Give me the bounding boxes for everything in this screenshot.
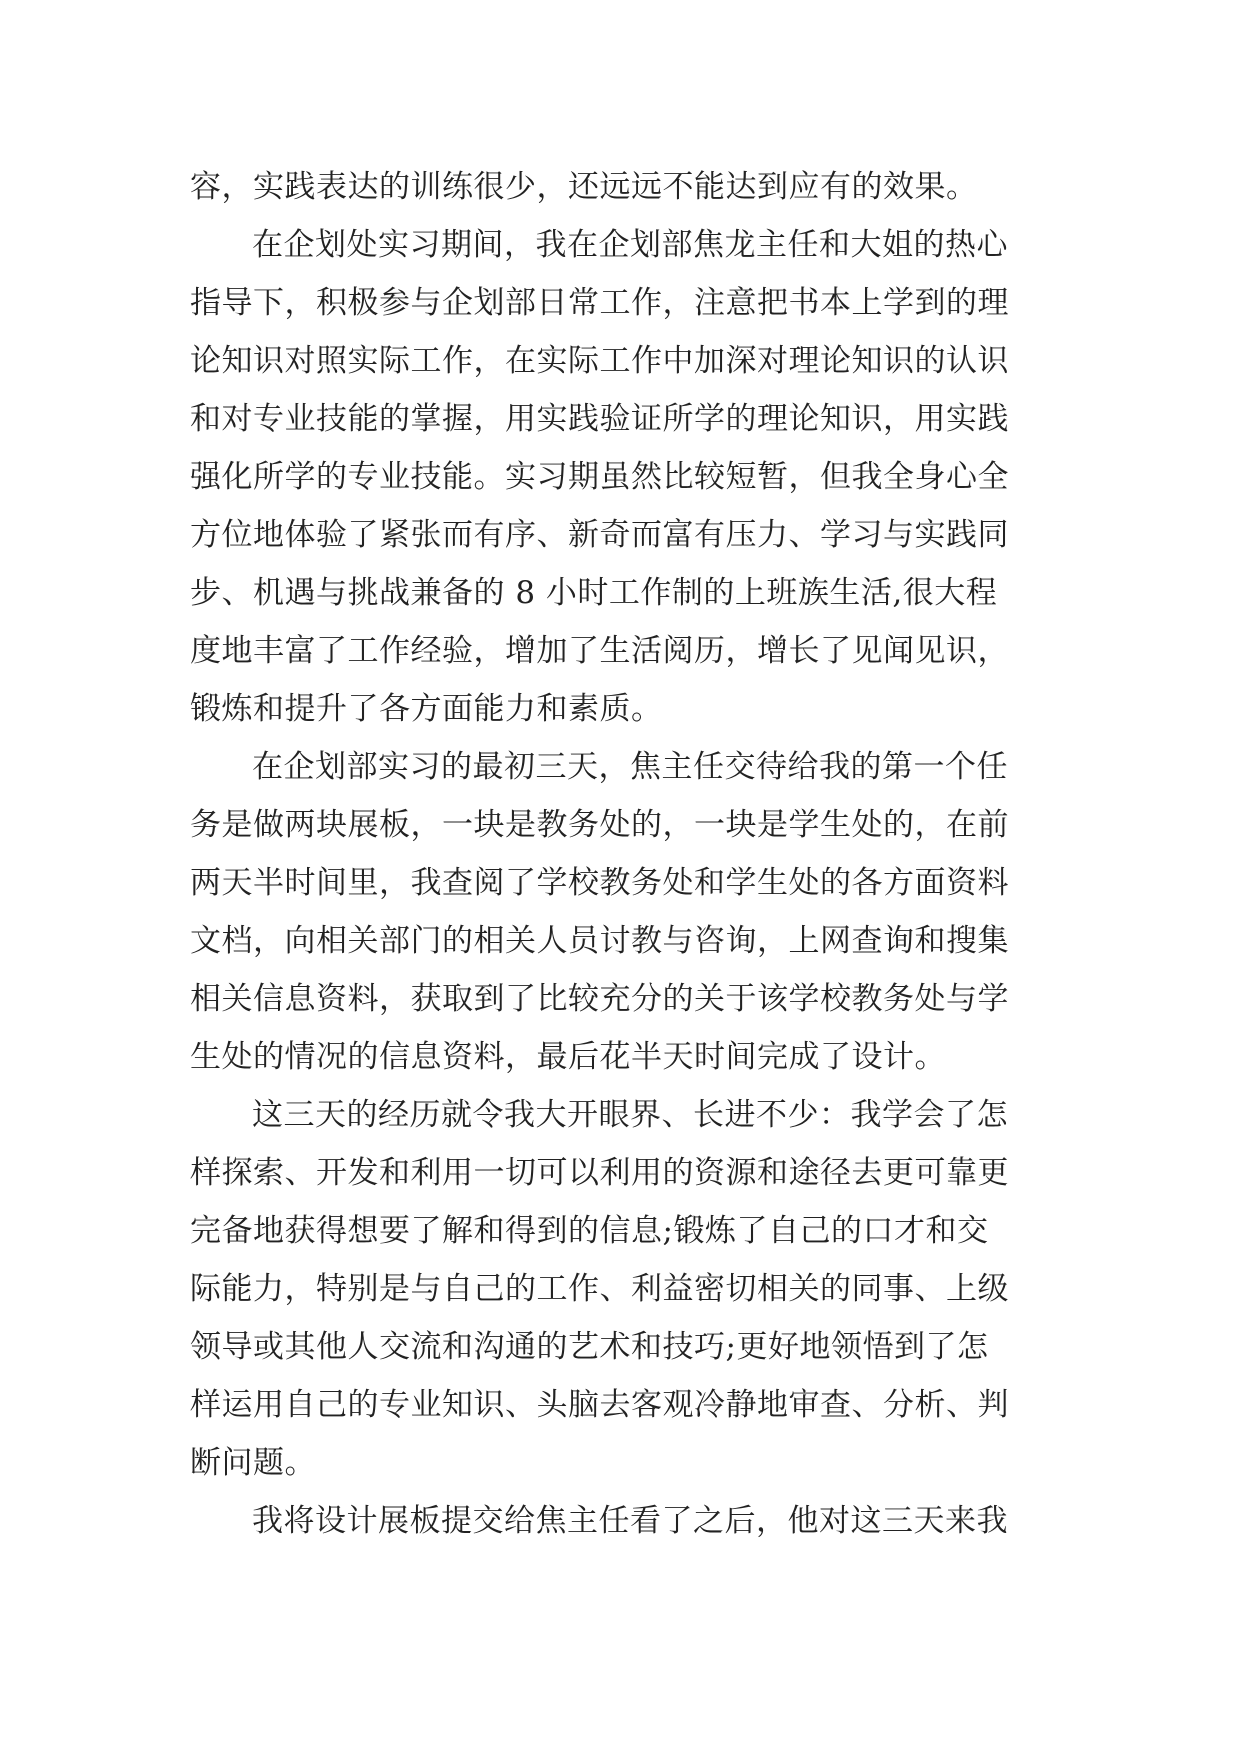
text-line: 和对专业技能的掌握，用实践验证所学的理论知识，用实践 xyxy=(190,401,1009,437)
text-line: 这三天的经历就令我大开眼界、长进不少：我学会了怎 xyxy=(252,1097,1008,1133)
text-line: 完备地获得想要了解和得到的信息;锻炼了自己的口才和交 xyxy=(190,1213,989,1249)
paragraph xyxy=(190,158,1070,216)
text-line: 文档，向相关部门的相关人员讨教与咨询，上网查询和搜集 xyxy=(190,923,1009,959)
text-line: 我将设计展板提交给焦主任看了之后，他对这三天来我 xyxy=(252,1503,1008,1539)
text-line: 相关信息资料，获取到了比较充分的关于该学校教务处与学 xyxy=(190,981,1009,1017)
text-line: 度地丰富了工作经验，增加了生活阅历，增长了见闻见识， xyxy=(190,633,1009,669)
text-line: 样运用自己的专业知识、头脑去客观冷静地审查、分析、判 xyxy=(190,1387,1009,1423)
text-line: 领导或其他人交流和沟通的艺术和技巧;更好地领悟到了怎 xyxy=(190,1329,989,1365)
paragraph xyxy=(190,1492,1070,1550)
text-line: 容，实践表达的训练很少，还远远不能达到应有的效果。 xyxy=(190,169,978,205)
body-text xyxy=(190,158,1070,1550)
text-line: 断问题。 xyxy=(190,1445,316,1481)
text-line: 强化所学的专业技能。实习期虽然比较短暂，但我全身心全 xyxy=(190,459,1009,495)
text-line: 两天半时间里，我查阅了学校教务处和学生处的各方面资料 xyxy=(190,865,1009,901)
text-line: 锻炼和提升了各方面能力和素质。 xyxy=(190,691,663,727)
text-line: 方位地体验了紧张而有序、新奇而富有压力、学习与实践同 xyxy=(190,517,1009,553)
text-line: 在企划部实习的最初三天，焦主任交待给我的第一个任 xyxy=(252,749,1008,785)
text-line: 际能力，特别是与自己的工作、利益密切相关的同事、上级 xyxy=(190,1271,1009,1307)
paragraph xyxy=(190,216,1070,738)
text-line: 在企划处实习期间，我在企划部焦龙主任和大姐的热心 xyxy=(252,227,1008,263)
text-line: 论知识对照实际工作，在实际工作中加深对理论知识的认识 xyxy=(190,343,1009,379)
text-line: 指导下，积极参与企划部日常工作，注意把书本上学到的理 xyxy=(190,285,1009,321)
paragraph xyxy=(190,738,1070,1086)
paragraph xyxy=(190,1086,1070,1492)
text-line: 生处的情况的信息资料，最后花半天时间完成了设计。 xyxy=(190,1039,946,1075)
text-line: 步、机遇与挑战兼备的 8 小时工作制的上班族生活,很大程 xyxy=(190,575,998,611)
text-line: 样探索、开发和利用一切可以利用的资源和途径去更可靠更 xyxy=(190,1155,1009,1191)
text-line: 务是做两块展板，一块是教务处的，一块是学生处的，在前 xyxy=(190,807,1009,843)
